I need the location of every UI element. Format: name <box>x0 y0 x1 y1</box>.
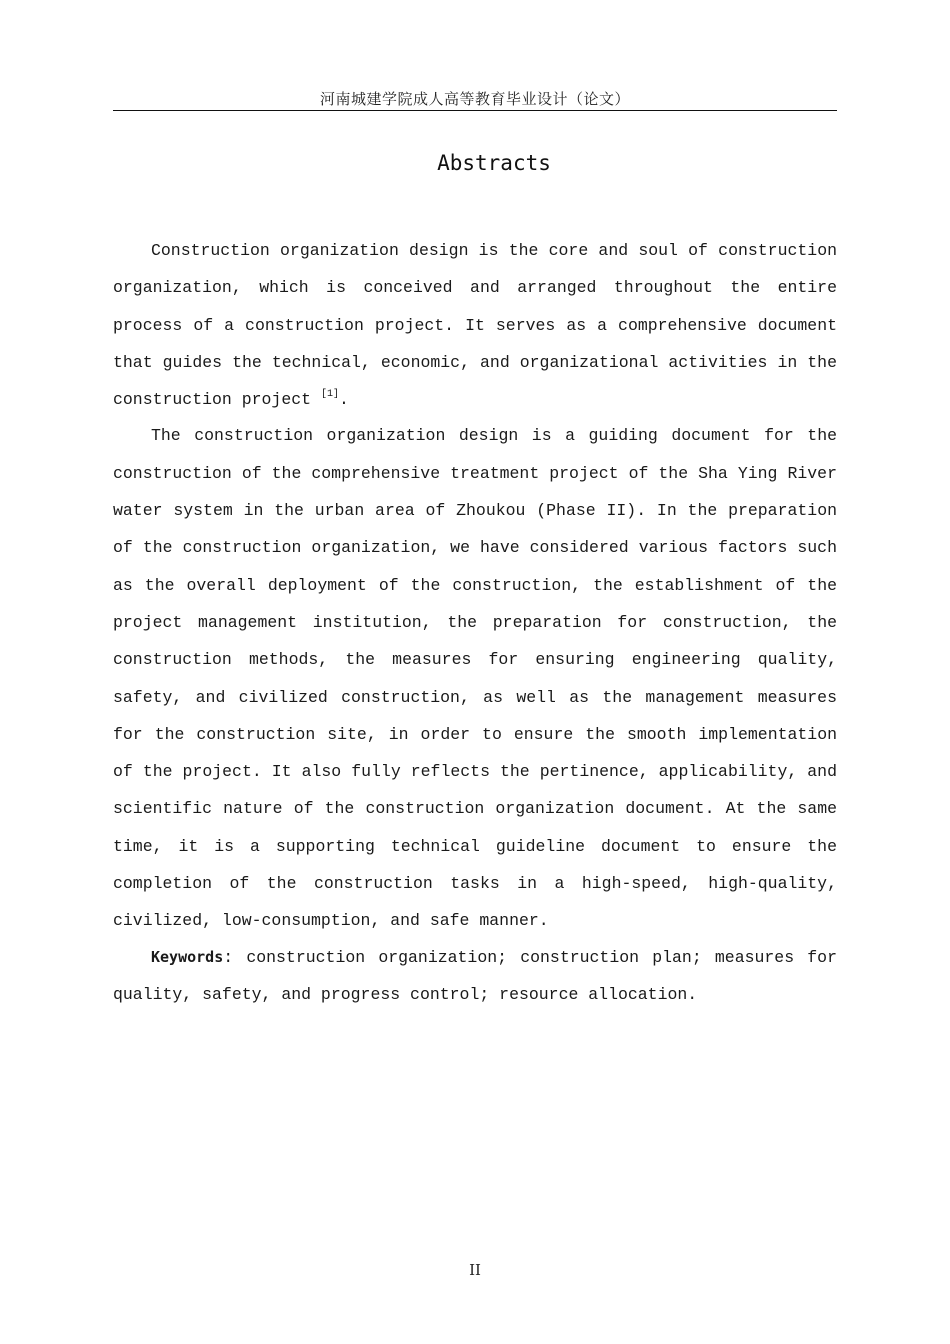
page-title: Abstracts <box>437 151 551 175</box>
keywords-label: Keywords <box>151 947 224 966</box>
abstract-body <box>113 232 837 1013</box>
running-header: 河南城建学院成人高等教育毕业设计（论文） <box>319 90 630 108</box>
abstract-paragraph-1 <box>113 232 837 418</box>
paragraph-1-text: Construction organization design is the core and soul of construction organization, which is conceived and arranged throughout the entire process of a construction project. It serves as a comprehensive document that guides the technical, economic, and organizational activities in the construction project <box>113 241 837 410</box>
header-rule <box>113 110 837 111</box>
keywords-separator: : <box>223 947 247 967</box>
keywords-text: construction organization; construction plan; measures for quality, safety, and progress control; resource allocation. <box>113 947 837 1004</box>
abstract-paragraph-2 <box>113 417 837 939</box>
paragraph-1-end: . <box>338 390 349 410</box>
page-number: II <box>469 1261 481 1279</box>
keywords-paragraph <box>113 939 837 1014</box>
paragraph-2-text: The construction organization design is a guiding document for the construction of the comprehensive treatment project of the Sha Ying River water system in the urban area of Zhoukou (Phase II). In the preparation of the construction organization, we have considered various factors such as the overall deployment of the construction, the establishment of the project management institution, the preparation for construction, the construction methods, the measures for ensuring engineering quality, safety, and civilized construction, as well as the management measures for the construction site, in order to ensure the smooth implementation of the project. It also fully reflects the pertinence, applicability, and scientific nature of the construction organization document. At the same time, it is a supporting technical guideline document to ensure the completion of the construction tasks in a high-speed, high-quality, civilized, low-consumption, and safe manner. <box>113 426 837 931</box>
citation-reference: [1] <box>320 389 339 401</box>
